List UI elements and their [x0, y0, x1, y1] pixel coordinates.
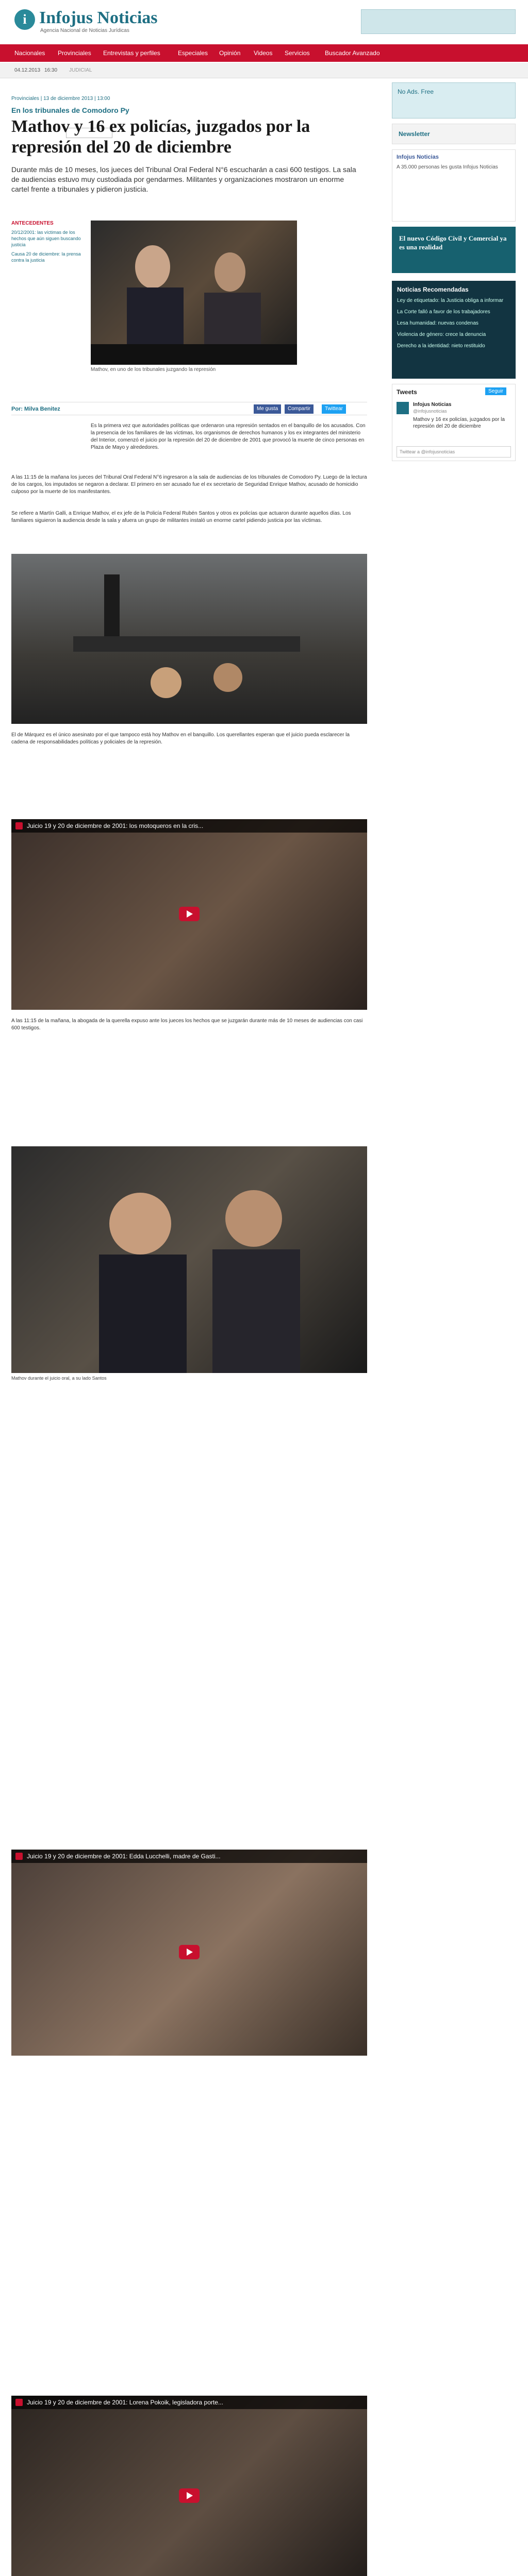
- facebook-widget: [392, 149, 516, 222]
- youtube-icon: [15, 1853, 23, 1860]
- related-links-title: ANTECEDENTES: [11, 221, 54, 226]
- related-links-box: [11, 221, 84, 263]
- sub-bar: [0, 63, 528, 78]
- recommended-item[interactable]: Lesa humanidad: nuevas condenas: [397, 320, 478, 326]
- edition-date: 04.12.2013: [14, 67, 41, 73]
- nav-item-entrevistas[interactable]: Entrevistas y perfiles: [103, 49, 160, 57]
- paragraph: Se refiere a Martín Galli, a Enrique Mathov, el ex jefe de la Policía Federal Rubén Santos y otros ex policías que actuaron durante aquellos días. Los familiares siguieron la audiencia desde la sala y afuera un grupo de militantes instaló un enorme cartel pidiendo justicia por las víctimas.: [11, 511, 351, 523]
- site-name: Infojus Noticias: [39, 8, 158, 27]
- photo-art: [11, 1146, 367, 1373]
- photo-caption: Mathov durante el juicio oral, a su lado Santos: [11, 1376, 107, 1381]
- recommended-item[interactable]: La Corte falló a favor de los trabajadores: [397, 309, 490, 315]
- recommended-box: [392, 281, 516, 379]
- video-title[interactable]: Juicio 19 y 20 de diciembre de 2001: Edda Lucchelli, madre de Gasti...: [27, 1853, 221, 1860]
- main-nav: [0, 44, 528, 62]
- recommended-item[interactable]: Ley de etiquetado: la Justicia obliga a informar: [397, 298, 504, 303]
- like-button[interactable]: Me gusta: [254, 404, 281, 414]
- book-promo[interactable]: [392, 227, 516, 273]
- video-title-bar: [11, 2396, 367, 2409]
- nav-item-servicios[interactable]: Servicios: [285, 49, 310, 57]
- article-lede: Durante más de 10 meses, los jueces del Tribunal Oral Federal N°6 escucharán a casi 600 testigos. La sala de audiencias estuvo muy custodiada por gendarmes. Militantes y organizaciones mostraron un enorme cartel frente a tribunales y pidieron justicia.: [11, 165, 356, 193]
- nav-item-nacionales[interactable]: Nacionales: [14, 49, 45, 57]
- sidebar-ad-text: No Ads. Free: [398, 88, 434, 95]
- article-kicker: En los tribunales de Comodoro Py: [11, 106, 129, 114]
- book-promo-title: El nuevo Código Civil y Comercial ya es una realidad: [399, 234, 507, 251]
- site-tagline: Agencia Nacional de Noticias Jurídicas: [40, 28, 129, 33]
- tweet-button[interactable]: Twittear: [322, 404, 346, 414]
- nav-item-especiales[interactable]: Especiales: [178, 49, 208, 57]
- play-button[interactable]: [179, 907, 200, 921]
- tweet-account[interactable]: Infojus Noticias: [413, 402, 452, 408]
- paragraph: Es la primera vez que autoridades políticas que ordenaron una represión sentados en el banquillo de los acusados. Con la presencia de los familiares de las víctimas, los organismos de derechos humanos y los ex integrantes del ministerio del Interior, comenzó el juicio por la represión del 20 de diciembre de 2001 que provocó la muerte de cinco personas en Plaza de Mayo y alrededores.: [91, 423, 366, 450]
- section-label: JUDICIAL: [69, 67, 92, 73]
- twitter-widget: [392, 384, 516, 461]
- video-title-bar: [11, 1850, 367, 1863]
- play-button[interactable]: [179, 1945, 200, 1959]
- newsletter-box: [392, 124, 516, 144]
- site-header: [0, 0, 528, 42]
- related-link[interactable]: Causa 20 de diciembre: la prensa contra la justicia: [11, 251, 81, 263]
- newsletter-title[interactable]: Newsletter: [399, 130, 430, 138]
- breadcrumb[interactable]: Provinciales | 13 de diciembre 2013 | 13:00: [11, 96, 110, 101]
- sidebar-ad[interactable]: [392, 82, 516, 118]
- nav-item-buscador[interactable]: Buscador Avanzado: [325, 49, 380, 57]
- video-player[interactable]: [11, 2396, 367, 2576]
- facebook-likes: A 35.000 personas les gusta Infojus Noticias: [397, 164, 498, 170]
- tweet-body: Mathov y 16 ex policías, juzgados por la represión del 20 de diciembre: [413, 417, 505, 429]
- recommended-item[interactable]: Derecho a la identidad: nieto restituido: [397, 343, 485, 349]
- related-link[interactable]: 20/12/2001: las víctimas de los hechos que aún siguen buscando justicia: [11, 230, 81, 247]
- header-banner[interactable]: [361, 9, 516, 34]
- video-title[interactable]: Juicio 19 y 20 de diciembre de 2001: Lorena Pokoik, legisladora porte...: [27, 2399, 223, 2406]
- avatar: [397, 402, 409, 414]
- tweet-input[interactable]: Twittear a @infojusnoticias: [397, 446, 511, 457]
- paragraph: A las 11:15 de la mañana los jueces del Tribunal Oral Federal N°6 ingresaron a la sala de audiencias de los tribunales de Comodoro Py. Luego de la lectura de los cargos, los imputados se negaron a declarar. El primero en ser acusado fue el ex secretario de Seguridad Enrique Mathov, acusado de homicidio culposo por la muerte de los manifestantes.: [11, 474, 367, 495]
- photo-art: [11, 554, 367, 724]
- tweet-handle[interactable]: @infojusnoticias: [413, 409, 447, 414]
- play-button[interactable]: [179, 2488, 200, 2503]
- recommended-item[interactable]: Violencia de género: crece la denuncia: [397, 332, 486, 337]
- video-title-bar: [11, 819, 367, 833]
- video-title[interactable]: Juicio 19 y 20 de diciembre de 2001: los motoqueros en la cris...: [27, 822, 204, 829]
- article-photo: [11, 554, 367, 724]
- hero-photo: [91, 221, 297, 365]
- logo-icon: i: [14, 9, 35, 30]
- hero-caption: Mathov, en uno de los tribunales juzgando la represión: [91, 367, 216, 372]
- share-button[interactable]: Compartir: [285, 404, 314, 414]
- tweets-title: Tweets: [397, 388, 417, 396]
- recommended-title: Noticias Recomendadas: [397, 286, 469, 293]
- facebook-page-title[interactable]: Infojus Noticias: [397, 154, 439, 160]
- edition-time: 16:30: [44, 67, 58, 73]
- byline: Por: Milva Benitez: [11, 406, 60, 412]
- page-title: Mathov y 16 ex policías, juzgados por la represión del 20 de diciembre: [11, 117, 310, 157]
- article-photo: [11, 1146, 367, 1373]
- paragraph: El de Márquez es el único asesinato por el que tampoco está hoy Mathov en el banquillo. Los querellantes esperan que el juicio pueda esclarecer la cadena de responsabilidades políticas y policiales de la represión.: [11, 732, 350, 745]
- follow-button[interactable]: Seguir: [485, 387, 506, 395]
- paragraph: A las 11:15 de la mañana, la abogada de la querella expuso ante los jueces los hechos que se juzgarán durante más de 10 meses de audiencias con casi 600 testigos.: [11, 1018, 363, 1031]
- nav-item-opinion[interactable]: Opinión: [219, 49, 241, 57]
- nav-item-provinciales[interactable]: Provinciales: [58, 49, 91, 57]
- video-player[interactable]: [11, 819, 367, 1010]
- hero-photo-art: [91, 221, 297, 365]
- youtube-icon: [15, 2399, 23, 2406]
- nav-item-videos[interactable]: Videos: [254, 49, 273, 57]
- share-bar: [11, 402, 367, 415]
- video-player[interactable]: [11, 1850, 367, 2056]
- youtube-icon: [15, 822, 23, 829]
- site-logo[interactable]: [14, 7, 158, 33]
